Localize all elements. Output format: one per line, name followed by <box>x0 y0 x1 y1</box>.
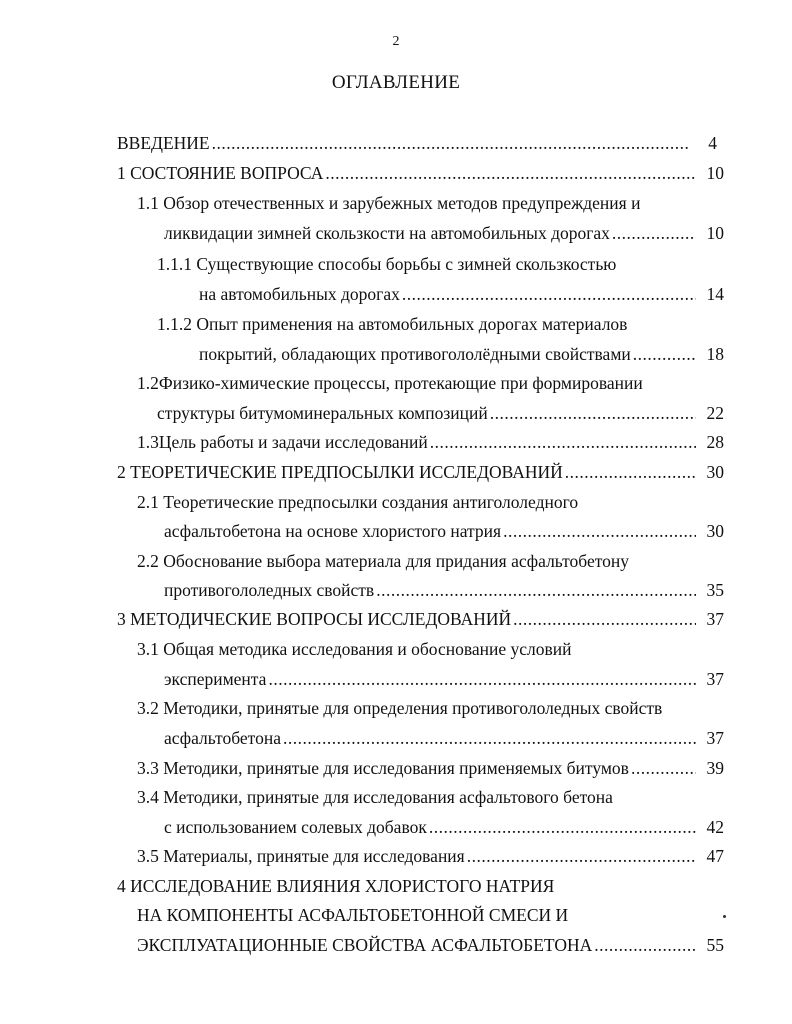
toc-entry-text: покрытий, обладающих противогололёдными свойствами <box>199 344 631 364</box>
scan-speck <box>723 915 726 918</box>
toc-entry-text: 1.3Цель работы и задачи исследований <box>137 432 428 452</box>
toc-entry-2-1-line-2 <box>164 519 724 543</box>
toc-leader-dots <box>631 756 696 780</box>
toc-entry-text: 2.1 Теоретические предпосылки создания антигололедного <box>137 492 579 512</box>
toc-leader-dots <box>565 460 696 484</box>
toc-entry-page: 14 <box>706 284 724 304</box>
toc-entry-page: 10 <box>706 223 724 243</box>
toc-entry-text: ЭКСПЛУАТАЦИОННЫЕ СВОЙСТВА АСФАЛЬТОБЕТОНА <box>137 935 593 955</box>
toc-leader-dots <box>633 342 696 366</box>
toc-entry-1-1-1-line-1 <box>157 252 717 276</box>
toc-entry-introduction <box>117 131 717 155</box>
toc-leader-dots <box>429 815 696 839</box>
toc-entry-text: асфальтобетона на основе хлористого натрия <box>164 521 502 541</box>
toc-entry-text: эксперимента <box>164 669 267 689</box>
toc-leader-dots <box>212 131 689 155</box>
toc-entry-2-1-line-1 <box>137 490 727 514</box>
toc-entry-3-2-line-1 <box>137 696 727 720</box>
toc-leader-dots <box>376 578 696 602</box>
toc-entry-text: 3.4 Методики, принятые для исследования асфальтового бетона <box>137 787 613 807</box>
toc-entry-text: 2 ТЕОРЕТИЧЕСКИЕ ПРЕДПОСЫЛКИ ИССЛЕДОВАНИЙ <box>117 462 563 482</box>
toc-entry-page: 22 <box>706 403 724 423</box>
toc-entry-text: 1.1.1 Существующие способы борьбы с зимней скользкостью <box>157 254 617 274</box>
toc-leader-dots <box>402 282 696 306</box>
toc-entry-1-1-line-1 <box>137 191 727 215</box>
toc-entry-chapter-4-line-3 <box>137 933 724 957</box>
toc-entry-3-4-line-1 <box>137 785 727 809</box>
toc-leader-dots <box>325 161 696 185</box>
toc-entry-1-1-line-2 <box>164 221 724 245</box>
toc-entry-text: ВВЕДЕНИЕ <box>117 133 210 153</box>
toc-entry-1-1-2-line-2 <box>199 342 724 366</box>
toc-entry-chapter-1 <box>117 161 724 185</box>
toc-entry-text: с использованием солевых добавок <box>164 817 427 837</box>
toc-entry-text: ликвидации зимней скользкости на автомобильных дорогах <box>164 223 610 243</box>
toc-entry-text: 4 ИССЛЕДОВАНИЕ ВЛИЯНИЯ ХЛОРИСТОГО НАТРИЯ <box>117 876 555 896</box>
toc-entry-text: асфальтобетона <box>164 728 281 748</box>
toc-entry-page: 37 <box>706 609 724 629</box>
toc-entry-text: на автомобильных дорогах <box>199 284 400 304</box>
page-number: 2 <box>392 34 400 49</box>
toc-entry-page: 42 <box>706 817 724 837</box>
toc-entry-text: 3.1 Общая методика исследования и обоснование условий <box>137 639 572 659</box>
toc-entry-chapter-3 <box>117 607 724 631</box>
toc-entry-text: 1.1 Обзор отечественных и зарубежных методов предупреждения и <box>137 193 641 213</box>
toc-entry-page: 39 <box>706 758 724 778</box>
toc-entry-page: 4 <box>708 133 717 153</box>
toc-entry-1-2-line-2 <box>157 401 724 425</box>
toc-entry-text: НА КОМПОНЕНТЫ АСФАЛЬТОБЕТОННОЙ СМЕСИ И <box>137 905 569 925</box>
toc-leader-dots <box>612 221 696 245</box>
toc-entry-chapter-4-line-2 <box>137 903 727 927</box>
toc-leader-dots <box>430 430 696 454</box>
toc-leader-dots <box>467 844 696 868</box>
toc-entry-text: структуры битумоминеральных композиций <box>157 403 488 423</box>
toc-entry-page: 37 <box>706 669 724 689</box>
toc-entry-text: 2.2 Обоснование выбора материала для придания асфальтобетону <box>137 551 630 571</box>
toc-entry-page: 30 <box>706 521 724 541</box>
toc-leader-dots <box>268 667 696 691</box>
toc-entry-3-1-line-1 <box>137 637 727 661</box>
toc-leader-dots <box>594 933 696 957</box>
toc-entry-3-1-line-2 <box>164 667 724 691</box>
toc-entry-page: 10 <box>706 163 724 183</box>
toc-entry-page: 47 <box>706 846 724 866</box>
toc-entry-1-3 <box>137 430 724 454</box>
toc-entry-page: 18 <box>706 344 724 364</box>
toc-entry-3-4-line-2 <box>164 815 724 839</box>
toc-entry-1-1-2-line-1 <box>157 312 717 336</box>
toc-entry-text: противогололедных свойств <box>164 580 375 600</box>
toc-leader-dots <box>503 519 696 543</box>
toc-entry-text: 3.3 Методики, принятые для исследования применяемых битумов <box>137 758 629 778</box>
toc-entry-2-2-line-1 <box>137 549 727 573</box>
toc-entry-chapter-2 <box>117 460 724 484</box>
toc-entry-chapter-4-line-1 <box>117 874 727 898</box>
toc-title: ОГЛАВЛЕНИЕ <box>331 72 461 93</box>
toc-entry-1-2-line-1 <box>137 371 727 395</box>
toc-entry-page: 28 <box>706 432 724 452</box>
toc-entry-3-2-line-2 <box>164 726 724 750</box>
toc-entry-2-2-line-2 <box>164 578 724 602</box>
toc-entry-text: 1.1.2 Опыт применения на автомобильных дорогах материалов <box>157 314 628 334</box>
toc-entry-page: 35 <box>706 580 724 600</box>
toc-entry-page: 55 <box>706 935 724 955</box>
toc-leader-dots <box>283 726 696 750</box>
toc-entry-page: 37 <box>706 728 724 748</box>
toc-entry-3-3 <box>137 756 724 780</box>
toc-leader-dots <box>490 401 696 425</box>
toc-entry-text: 3 МЕТОДИЧЕСКИЕ ВОПРОСЫ ИССЛЕДОВАНИЙ <box>117 609 512 629</box>
toc-entry-page: 30 <box>706 462 724 482</box>
toc-entry-text: 1 СОСТОЯНИЕ ВОПРОСА <box>117 163 324 183</box>
toc-entry-1-1-1-line-2 <box>199 282 724 306</box>
toc-entry-text: 3.5 Материалы, принятые для исследования <box>137 846 465 866</box>
toc-leader-dots <box>513 607 696 631</box>
toc-entry-text: 3.2 Методики, принятые для определения противогололедных свойств <box>137 698 663 718</box>
toc-entry-3-5 <box>137 844 724 868</box>
toc-entry-text: 1.2Физико-химические процессы, протекающие при формировании <box>137 373 643 393</box>
